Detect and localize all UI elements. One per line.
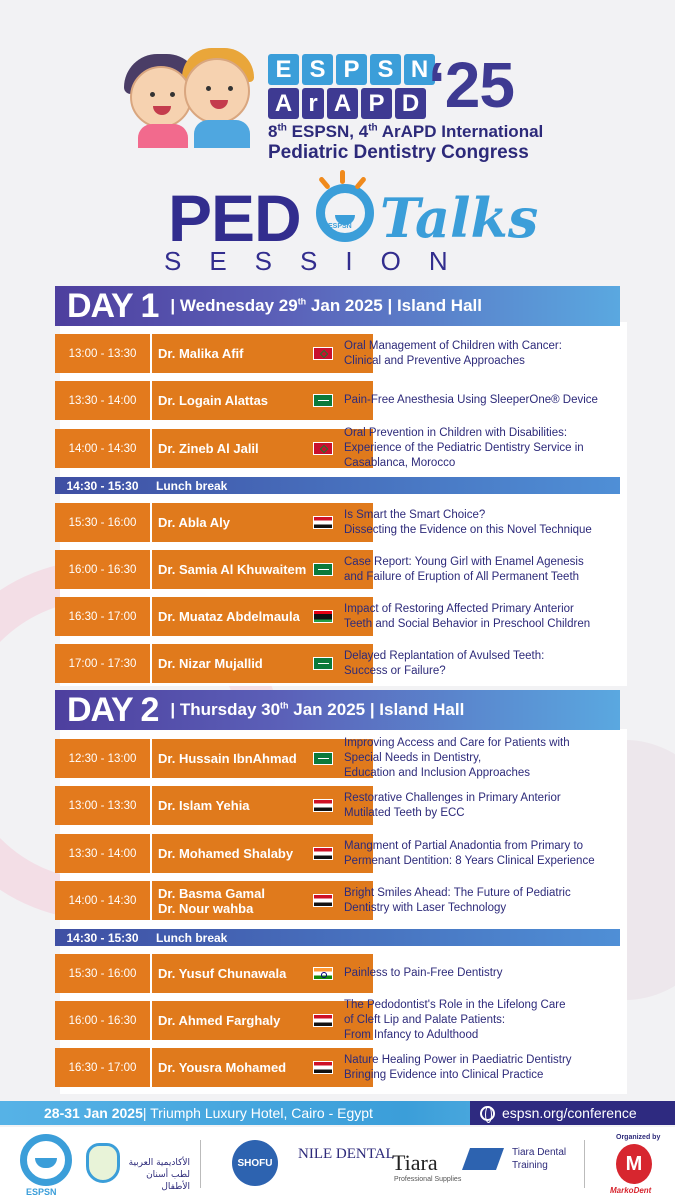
markodent-logo-label: MarkoDent (610, 1186, 652, 1195)
espsn-logo-icon (20, 1134, 72, 1186)
india-flag-icon (313, 967, 333, 980)
session-row: 16:00 - 16:30 Dr. Ahmed Farghaly The Pedodontist's Role in the Lifelong Care of Cleft Lip and Palate Patients: From Infancy to Adulthood (55, 1001, 620, 1040)
globe-icon (480, 1106, 495, 1121)
lunch-break-bar: 14:30 - 15:30 Lunch break (55, 929, 620, 946)
tooth-icon (86, 1143, 120, 1183)
egypt-flag-icon (313, 847, 333, 860)
session-subtitle: SESSION (164, 246, 476, 276)
espsn-logo-tiles: E S P S N (268, 54, 438, 116)
kids-illustration (118, 40, 258, 150)
spark-icon (318, 176, 331, 190)
tiara-dental-training-logo: Tiara Dental Training (512, 1147, 567, 1171)
congress-year: ‘25 (428, 49, 514, 121)
saudi-arabia-flag-icon (313, 752, 333, 765)
shofu-logo: SHOFU (232, 1140, 278, 1186)
session-row: 13:30 - 14:00 Dr. Mohamed Shalaby Mangment of Partial Anadontia from Primary to Permenant Dentition: 8 Years Clinical Experience (55, 834, 620, 873)
markodent-logo-icon: M (616, 1144, 652, 1184)
morocco-flag-icon (313, 442, 333, 455)
nile-dental-logo: NILE DENTAL (298, 1146, 395, 1162)
session-row: 17:00 - 17:30 Dr. Nizar Mujallid Delayed Replantation of Avulsed Teeth: Success or Failure? (55, 644, 620, 683)
session-row: 16:30 - 17:00 Dr. Yousra Mohamed Nature Healing Power in Paediatric Dentistry Bringing Evidence into Clinical Practice (55, 1048, 620, 1087)
session-row: 13:30 - 14:00 Dr. Logain Alattas Pain-Free Anesthesia Using SleeperOne® Device (55, 381, 620, 420)
egypt-flag-icon (313, 516, 333, 529)
organized-by-label: Organized by (616, 1134, 661, 1141)
session-row: 16:00 - 16:30 Dr. Samia Al Khuwaitem Case Report: Young Girl with Enamel Agenesis and Failure of Eruption of All Permanent Teeth (55, 550, 620, 589)
morocco-flag-icon (313, 347, 333, 360)
saudi-arabia-flag-icon (313, 394, 333, 407)
talks-title: Talks (380, 186, 539, 250)
session-row: 15:30 - 16:00 Dr. Yusuf Chunawala Painless to Pain-Free Dentistry (55, 954, 620, 993)
tiara-logo-subtitle: Professional Supplies (394, 1176, 462, 1183)
divider (200, 1140, 201, 1188)
espsn-logo-label: ESPSN (26, 1187, 57, 1197)
session-row: 15:30 - 16:00 Dr. Abla Aly Is Smart the Smart Choice? Dissecting the Evidence on this Novel Technique (55, 503, 620, 542)
lunch-break-bar: 14:30 - 15:30 Lunch break (55, 477, 620, 494)
egypt-flag-icon (313, 1014, 333, 1027)
saudi-arabia-flag-icon (313, 657, 333, 670)
session-row: 13:00 - 13:30 Dr. Islam Yehia Restorative Challenges in Primary Anterior Mutilated Teeth by ECC (55, 786, 620, 825)
smile-o-logo-icon: ESPSN (316, 184, 374, 242)
session-row: 12:30 - 13:00 Dr. Hussain IbnAhmad Improving Access and Care for Patients with Special Needs in Dentistry, Education and Inclusion Approaches (55, 739, 620, 778)
website-link[interactable]: espsn.org/conference (470, 1101, 675, 1125)
egypt-flag-icon (313, 1061, 333, 1074)
saudi-arabia-flag-icon (313, 563, 333, 576)
egypt-flag-icon (313, 894, 333, 907)
session-row: 14:00 - 14:30 Dr. Zineb Al Jalil Oral Prevention in Children with Disabilities: Experience of the Pediatric Dentistry Service in Casablanca, Morocco (55, 429, 620, 468)
day1-header: DAY 1 | Wednesday 29th Jan 2025 | Island Hall (55, 286, 620, 326)
congress-title-line2: Pediatric Dentistry Congress (268, 142, 529, 163)
session-row: 13:00 - 13:30 Dr. Malika Afif Oral Management of Children with Cancer: Clinical and Preventive Approaches (55, 334, 620, 373)
arapd-logo: الأكاديمية العربية لطب أسنان الأطفال (80, 1137, 190, 1192)
spark-icon (340, 170, 345, 184)
tiara-logo: Tiara (392, 1150, 438, 1175)
event-dates: 28-31 Jan 2025 (44, 1105, 143, 1121)
session-row: 16:30 - 17:00 Dr. Muataz Abdelmaula Impact of Restoring Affected Primary Anterior Teeth and Social Behavior in Preschool Children (55, 597, 620, 636)
arapd-logo-tiles: A r A P D (268, 88, 429, 150)
session-row: 14:00 - 14:30 Dr. Basma Gamal Dr. Nour wahba Bright Smiles Ahead: The Future of Pediatric Dentistry with Laser Technology (55, 881, 620, 920)
libya-flag-icon (313, 610, 333, 623)
congress-title-line1: 8th ESPSN, 4th ArAPD International (268, 122, 544, 141)
event-venue: | Triumph Luxury Hotel, Cairo - Egypt (142, 1105, 373, 1121)
divider (584, 1140, 585, 1188)
egypt-flag-icon (313, 799, 333, 812)
day2-header: DAY 2 | Thursday 30th Jan 2025 | Island Hall (55, 690, 620, 730)
pedo-title: PED (168, 181, 301, 255)
